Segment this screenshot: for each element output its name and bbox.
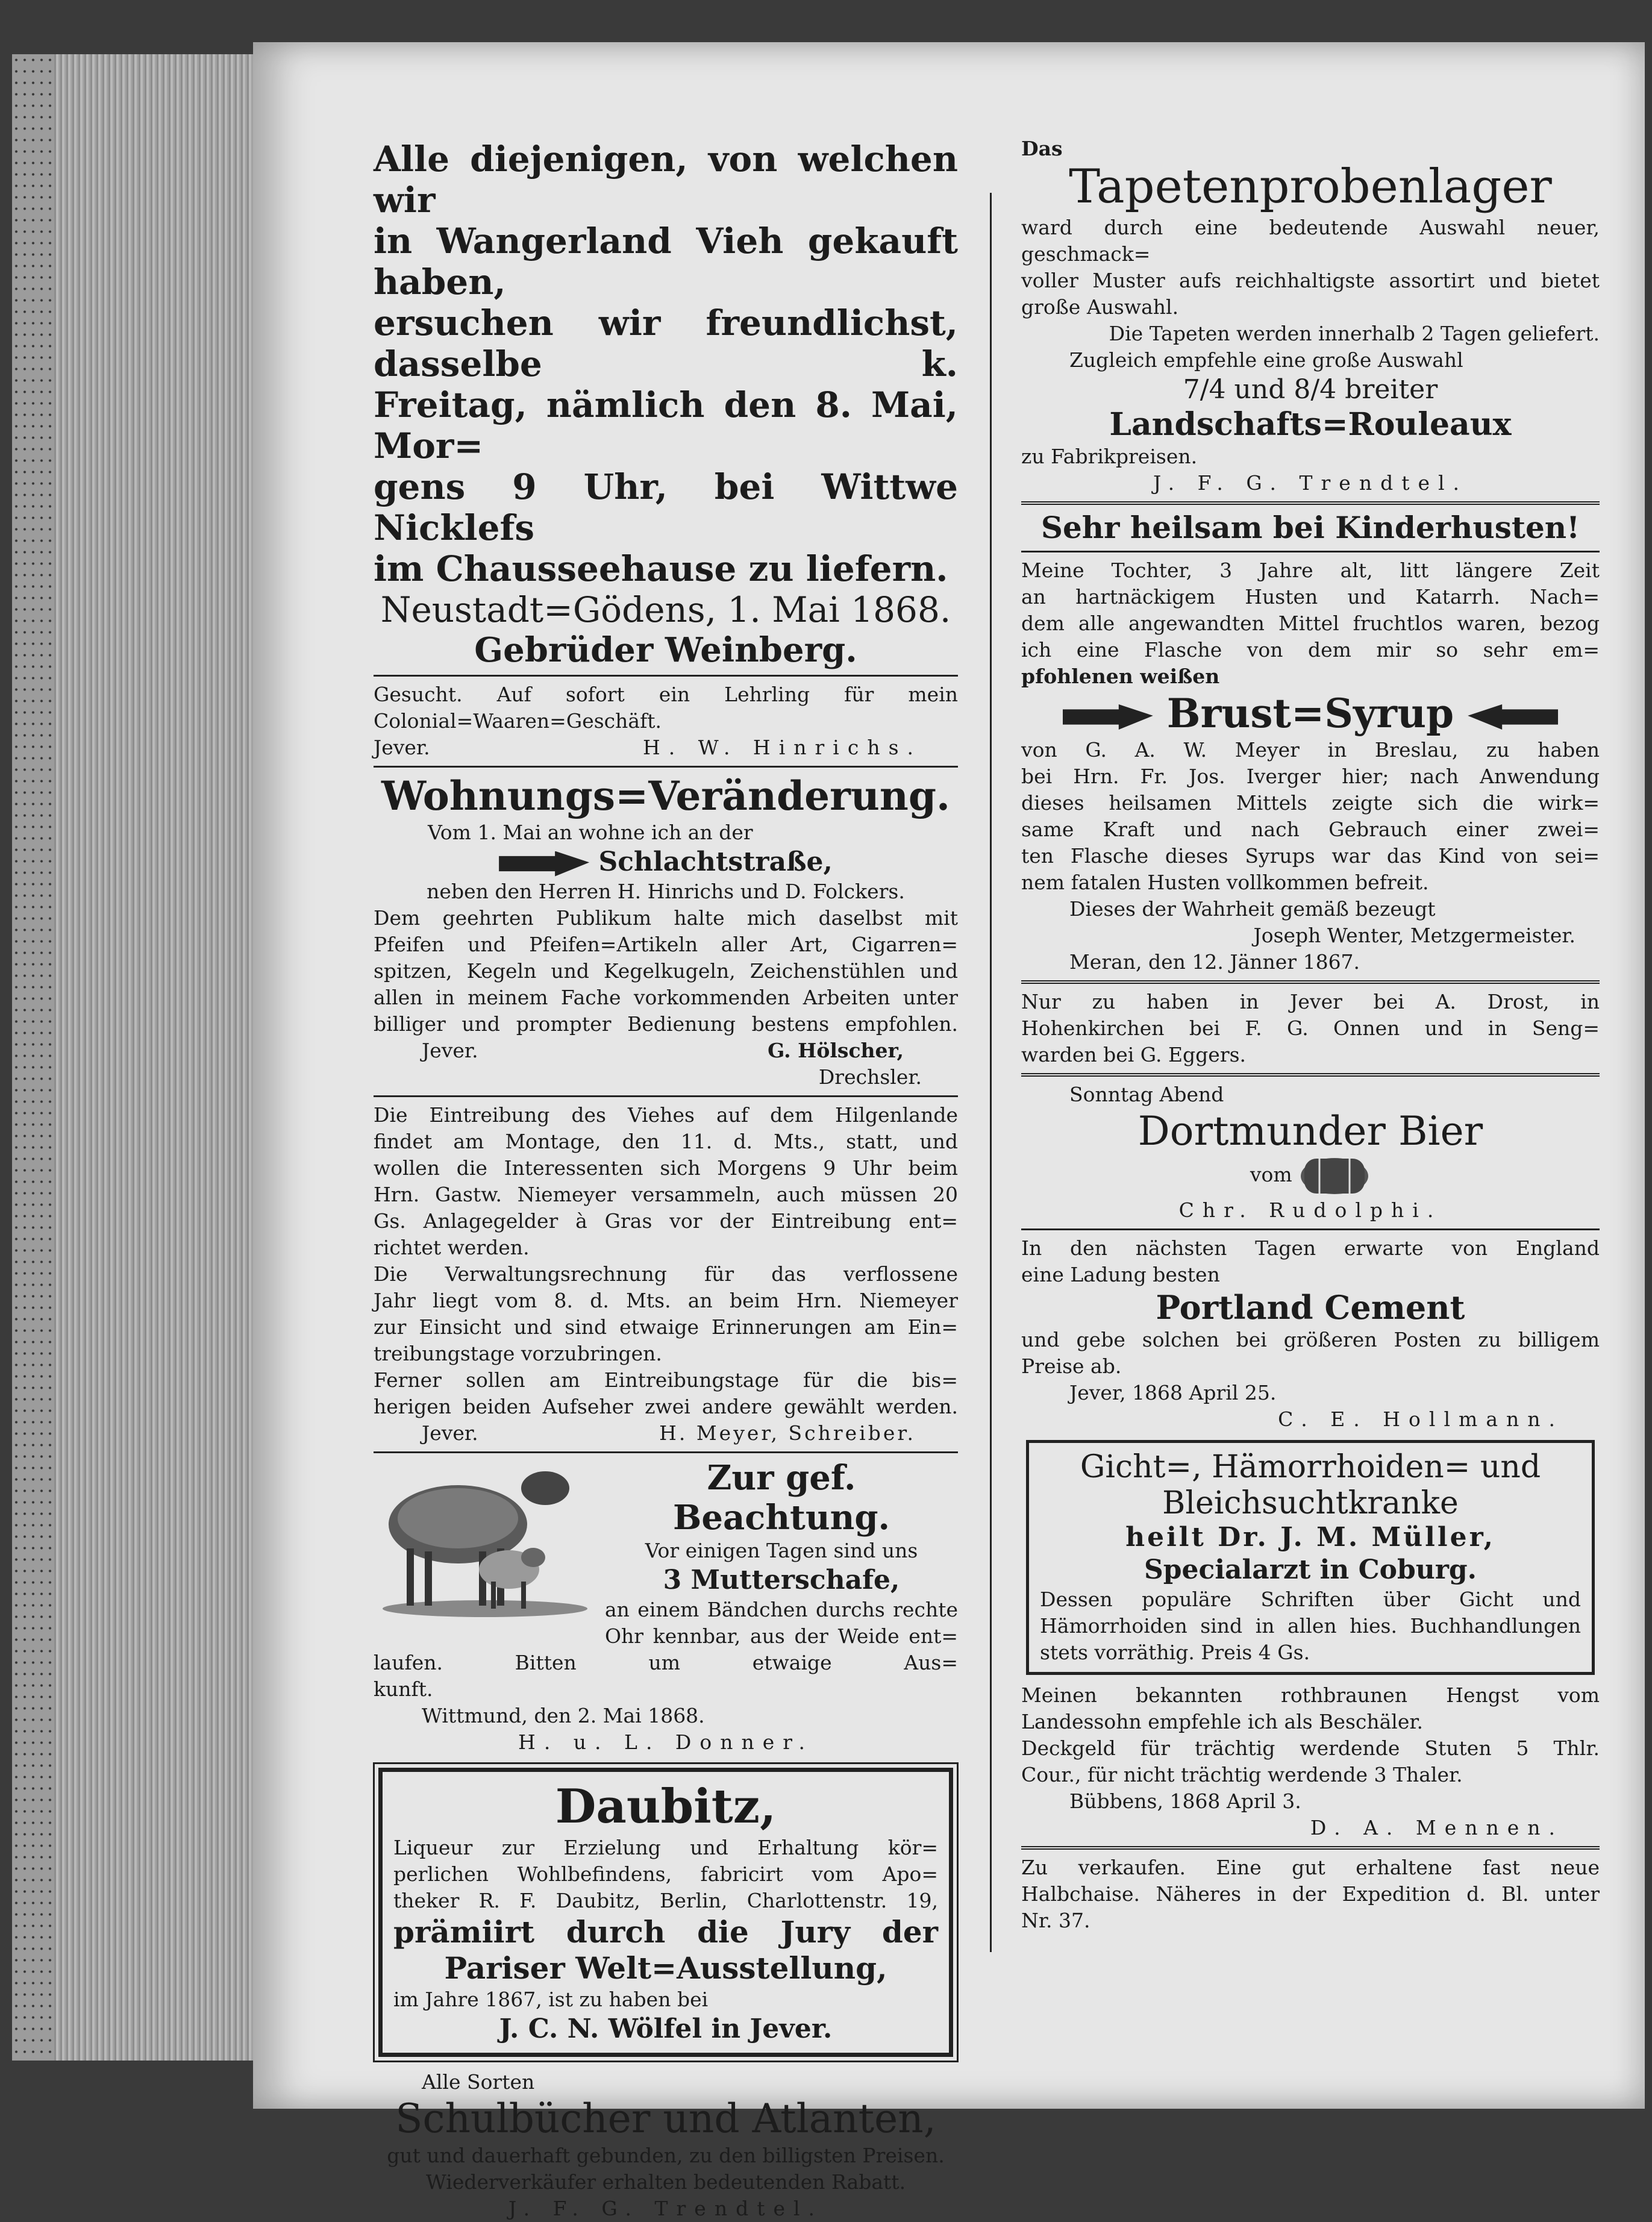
wohnung-name: G. Hölscher, <box>768 1039 904 1062</box>
heilsam-line: same Kraft und nach Gebrauch einer zwei= <box>1021 818 1600 841</box>
schulbuecher-name: J. F. G. Trendtel. <box>508 2197 824 2220</box>
heilsam-line: bei Hrn. Fr. Jos. Iverger hier; nach Anwendung <box>1021 765 1600 788</box>
hengst-line: Deckgeld für trächtig werdende Stuten 5 Thlr. <box>1021 1736 1600 1760</box>
divider <box>1021 551 1600 552</box>
heilsam-line: an hartnäckigem Husten und Katarrh. Nach= <box>1021 585 1600 609</box>
gesucht-line: Colonial=Waaren=Geschäft. <box>374 709 662 733</box>
gicht-body: Hämorrhoiden sind in allen hies. Buchhandlungen <box>1040 1614 1581 1638</box>
tapeten-title: Tapetenprobenlager <box>1069 160 1552 214</box>
cement-line: Preise ab. <box>1021 1354 1122 1378</box>
ad-cement <box>1021 1235 1600 1433</box>
heilsam-avail: Hohenkirchen bei F. G. Onnen und in Seng= <box>1021 1016 1600 1040</box>
vieh-line: Alle diejenigen, von welchen wir <box>374 139 958 221</box>
wohnung-line: neben den Herren H. Hinrichs und D. Folckers. <box>427 880 905 903</box>
heilsam-name: Joseph Wenter, Metzgermeister. <box>1253 924 1575 947</box>
vieh-line: im Chausseehause zu liefern. <box>374 548 948 589</box>
marbled-edge <box>12 54 54 2061</box>
heilsam-line: pfohlenen weißen <box>1021 665 1220 688</box>
tapeten-line: ward durch eine bedeutende Auswahl neuer, geschmack= <box>1021 216 1600 266</box>
hengst-line: Meinen bekannten rothbraunen Hengst vom <box>1021 1683 1600 1707</box>
wohnung-body-line: Pfeifen und Pfeifen=Artikeln aller Art, Cigarren= <box>374 933 958 956</box>
column-rule <box>990 193 992 1952</box>
pointing-hand-icon <box>1468 704 1558 730</box>
divider <box>1021 501 1600 505</box>
schulbuecher-line: Wiederverkäufer erhalten bedeutenden Rabatt. <box>425 2170 906 2194</box>
cement-title: Portland Cement <box>1156 1288 1465 1327</box>
tapeten-line: voller Muster aufs reichhaltigste assortirt und bietet <box>1021 269 1600 292</box>
schafe-line: Vor einigen Tagen sind uns <box>645 1539 918 1562</box>
daubitz-bold: Pariser Welt=Ausstellung, <box>444 1950 887 1986</box>
ad-bier <box>1021 1081 1600 1224</box>
vieh-place-date: Neustadt=Gödens, 1. Mai 1868. <box>380 589 951 630</box>
heilsam-place-date: Meran, den 12. Jänner 1867. <box>1069 950 1360 974</box>
eintreibung-name: H. Meyer, Schreiber. <box>659 1421 916 1445</box>
gesucht-place: Jever. <box>374 736 430 759</box>
schafe-title: Zur gef. Beachtung. <box>672 1458 890 1538</box>
wohnung-body-line: allen in meinem Fache vorkommenden Arbeiten unter <box>374 986 958 1009</box>
hengst-line: Cour., für nicht trächtig werdende 3 Thaler. <box>1021 1763 1463 1786</box>
heilsam-avail: Nur zu haben in Jever bei A. Drost, in <box>1021 990 1600 1013</box>
pointing-hand-icon <box>499 851 589 877</box>
wohnung-title: Wohnungs=Veränderung. <box>381 772 950 819</box>
gesucht-line: Gesucht. Auf sofort ein Lehrling für mein <box>374 683 958 706</box>
vieh-signature: Gebrüder Weinberg. <box>474 630 857 670</box>
hengst-place-date: Bübbens, 1868 April 3. <box>1069 1789 1301 1813</box>
cement-name: C. E. Hollmann. <box>1278 1407 1563 1431</box>
cement-line: und gebe solchen bei größeren Posten zu billigem <box>1021 1328 1600 1351</box>
gicht-title: Bleichsuchtkranke <box>1162 1485 1459 1521</box>
barrel-icon <box>1298 1155 1371 1197</box>
eintreibung-line: Die Eintreibung des Viehes auf dem Hilgenlande <box>374 1103 958 1127</box>
wohnung-line: Vom 1. Mai an wohne ich an der <box>428 821 753 844</box>
daubitz-dealer: J. C. N. Wölfel in Jever. <box>499 2014 833 2044</box>
daubitz-line: Liqueur zur Erzielung und Erhaltung kör= <box>393 1836 938 1859</box>
tapeten-small: Das <box>1021 137 1063 160</box>
divider <box>1021 980 1600 984</box>
verkaufen-line: Nr. 37. <box>1021 1909 1090 1932</box>
ad-gicht <box>1026 1440 1595 1675</box>
wohnung-street: Schlachtstraße, <box>598 847 833 877</box>
vieh-line: Freitag, nämlich den 8. Mai, Mor= <box>374 384 958 466</box>
schulbuecher-title: Schulbücher und Atlanten, <box>395 2095 936 2142</box>
schafe-body-line: Ohr kennbar, aus der Weide ent= <box>605 1624 958 1648</box>
schafe-body-line: laufen. Bitten um etwaige Aus= <box>374 1651 958 1674</box>
eintreibung-line: findet am Montage, den 11. d. Mts., statt, und <box>374 1130 958 1153</box>
heilsam-line: Dieses der Wahrheit gemäß bezeugt <box>1069 897 1436 921</box>
eintreibung-line: zur Einsicht und sind etwaige Erinnerungen am Ein= <box>374 1315 958 1339</box>
eintreibung-place: Jever. <box>422 1421 478 1445</box>
heilsam-line: Meine Tochter, 3 Jahre alt, litt längere Zeit <box>1021 559 1600 582</box>
wohnung-body-line: Dem geehrten Publikum halte mich daselbst mit <box>374 906 958 930</box>
wohnung-place: Jever. <box>422 1039 478 1062</box>
heilsam-syrup-row <box>1021 690 1600 737</box>
tapeten-line: Die Tapeten werden innerhalb 2 Tagen geliefert. <box>1109 322 1600 345</box>
right-column <box>1021 139 1600 1934</box>
ad-daubitz <box>378 1768 953 2057</box>
eintreibung-line: Die Verwaltungsrechnung für das verflossene <box>374 1262 958 1286</box>
daubitz-line: theker R. F. Daubitz, Berlin, Charlottenstr. 19, <box>393 1889 938 1912</box>
schulbuecher-line: gut und dauerhaft gebunden, zu den billigsten Preisen. <box>387 2144 945 2167</box>
eintreibung-signature-row <box>374 1420 958 1447</box>
sheep-illustration <box>374 1458 596 1621</box>
tapeten-bold: Landschafts=Rouleaux <box>1109 406 1512 443</box>
tapeten-fraction-line: 7/4 und 8/4 breiter <box>1183 374 1438 405</box>
divider <box>1021 1228 1600 1230</box>
wohnung-street-row <box>374 846 958 878</box>
tapeten-name: J. F. G. Trendtel. <box>1153 471 1468 495</box>
gicht-line: Specialarzt in Coburg. <box>1144 1554 1477 1585</box>
divider <box>374 675 958 677</box>
heilsam-title: Sehr heilsam bei Kinderhusten! <box>1040 510 1580 545</box>
daubitz-line: im Jahre 1867, ist zu haben bei <box>393 1988 709 2011</box>
eintreibung-line: treibungstage vorzubringen. <box>374 1342 662 1365</box>
vieh-line: gens 9 Uhr, bei Wittwe Nicklefs <box>374 466 958 548</box>
eintreibung-line: Jahr liegt vom 8. d. Mts. an beim Hrn. Niemeyer <box>374 1289 958 1312</box>
heilsam-line: nem fatalen Husten vollkommen befreit. <box>1021 871 1429 894</box>
bier-name: Chr. Rudolphi. <box>1178 1198 1442 1222</box>
schafe-body-line: an einem Bändchen durchs rechte <box>605 1598 958 1621</box>
wohnung-trade: Drechsler. <box>818 1065 922 1089</box>
left-column <box>374 139 958 2222</box>
verkaufen-line: Zu verkaufen. Eine gut erhaltene fast neue <box>1021 1856 1600 1879</box>
heilsam-avail: warden bei G. Eggers. <box>1021 1043 1247 1066</box>
divider <box>1021 1073 1600 1077</box>
gicht-body: stets vorräthig. Preis 4 Gs. <box>1040 1641 1310 1664</box>
schafe-name: H. u. L. Donner. <box>518 1730 813 1754</box>
hengst-name: D. A. Mennen. <box>1310 1816 1563 1839</box>
wohnung-body-line: spitzen, Kegeln und Kegelkugeln, Zeichenstühlen und <box>374 959 958 983</box>
heilsam-line: ten Flasche dieses Syrups war das Kind von sei= <box>1021 844 1600 868</box>
gicht-title: Gicht=, Hämorrhoiden= und <box>1080 1449 1541 1485</box>
eintreibung-line: Ferner sollen am Eintreibungstage für die bis= <box>374 1368 958 1392</box>
bier-vom-row <box>1021 1155 1600 1197</box>
eintreibung-line: richtet werden. <box>374 1236 530 1259</box>
ad-schulbuecher <box>374 2069 958 2222</box>
vieh-line: ersuchen wir freundlichst, dasselbe k. <box>374 302 958 384</box>
heilsam-syrup: Brust=Syrup <box>1166 690 1454 737</box>
heilsam-line: ich eine Flasche von dem mir so sehr em= <box>1021 638 1600 662</box>
eintreibung-line: herigen beiden Aufseher zwei andere gewählt werden. <box>374 1395 958 1418</box>
ad-schafe <box>374 1458 958 1756</box>
ad-eintreibung <box>374 1102 958 1447</box>
daubitz-title: Daubitz, <box>555 1779 777 1834</box>
gicht-line: heilt Dr. J. M. Müller, <box>1125 1522 1495 1553</box>
ad-verkaufen <box>1021 1854 1600 1934</box>
wohnung-signature-row <box>374 1037 958 1064</box>
eintreibung-line: Gs. Anlagegelder à Gras vor der Eintreibung ent= <box>374 1209 958 1233</box>
daubitz-line: perlichen Wohlbefindens, fabricirt vom Apo= <box>393 1862 938 1886</box>
schafe-last: kunft. <box>374 1677 433 1701</box>
schafe-place-date: Wittmund, den 2. Mai 1868. <box>422 1704 705 1727</box>
cement-line: In den nächsten Tagen erwarte von England <box>1021 1236 1600 1260</box>
page-stack-edge <box>12 54 265 2061</box>
eintreibung-line: Hrn. Gastw. Niemeyer versammeln, auch müssen 20 <box>374 1183 958 1206</box>
tapeten-line: große Auswahl. <box>1021 295 1179 319</box>
gicht-body: Dessen populäre Schriften über Gicht und <box>1040 1588 1581 1611</box>
cement-place-date: Jever, 1868 April 25. <box>1069 1381 1277 1404</box>
tapeten-line: zu Fabrikpreisen. <box>1021 445 1198 468</box>
schafe-bold: 3 Mutterschafe, <box>663 1565 900 1595</box>
eintreibung-line: wollen die Interessenten sich Morgens 9 Uhr beim <box>374 1156 958 1180</box>
vieh-line: in Wangerland Vieh gekauft haben, <box>374 221 958 302</box>
heilsam-line: dem alle angewandten Mittel fruchtlos waren, bezog <box>1021 612 1600 635</box>
schulbuecher-line: Alle Sorten <box>422 2070 535 2094</box>
ad-heilsam <box>1021 510 1600 1068</box>
pointing-hand-icon <box>1063 704 1153 730</box>
ad-vieh <box>374 139 958 670</box>
ad-wohnung <box>374 772 958 1091</box>
cement-line: eine Ladung besten <box>1021 1263 1220 1286</box>
ad-tapeten <box>1021 139 1600 496</box>
divider <box>374 1451 958 1453</box>
daubitz-bold: prämiirt durch die Jury der <box>393 1914 938 1950</box>
ad-hengst <box>1021 1682 1600 1841</box>
bier-title: Dortmunder Bier <box>1137 1108 1483 1154</box>
divider <box>374 1095 958 1097</box>
divider <box>1021 1846 1600 1850</box>
bier-line: Sonntag Abend <box>1069 1083 1224 1106</box>
heilsam-line: dieses heilsamen Mittels zeigte sich die wirk= <box>1021 791 1600 815</box>
gesucht-name: H. W. Hinrichs. <box>643 736 922 759</box>
divider <box>374 766 958 768</box>
wohnung-body-line: billiger und prompter Bedienung bestens empfohlen. <box>374 1012 958 1036</box>
bier-vom: vom <box>1250 1163 1292 1186</box>
ad-gesucht <box>374 681 958 761</box>
gesucht-signature-row <box>374 734 958 761</box>
heilsam-line: von G. A. W. Meyer in Breslau, zu haben <box>1021 738 1600 762</box>
tapeten-line: Zugleich empfehle eine große Auswahl <box>1069 348 1463 372</box>
hengst-line: Landessohn empfehle ich als Beschäler. <box>1021 1710 1424 1733</box>
verkaufen-line: Halbchaise. Näheres in der Expedition d. Bl. unter <box>1021 1882 1600 1906</box>
